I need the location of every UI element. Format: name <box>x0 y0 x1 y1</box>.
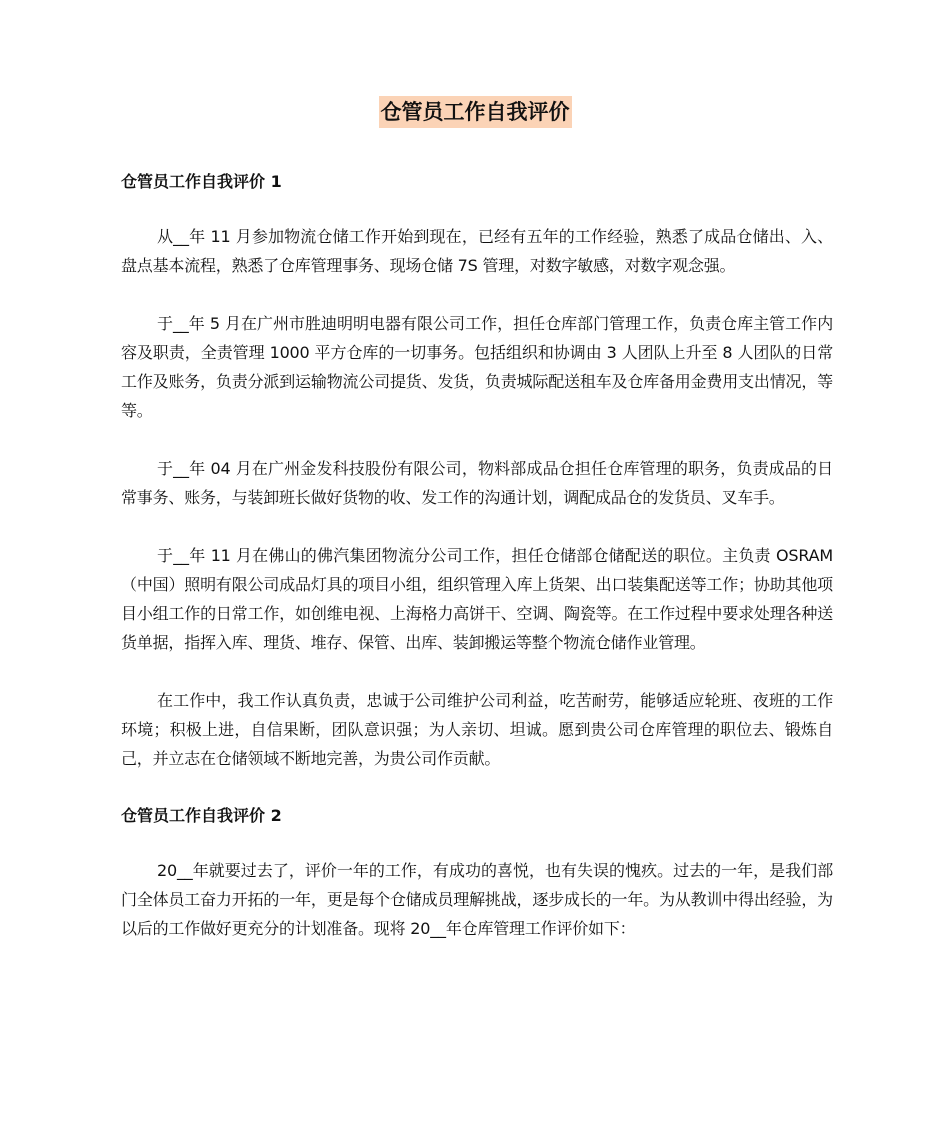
paragraph: 于__年 04 月在广州金发科技股份有限公司，物料部成品仓担任仓库管理的职务，负责成品的日常事务、账务，与装卸班长做好货物的收、发工作的沟通计划，调配成品仓的发货员、叉车手。 <box>121 459 833 507</box>
paragraph: 在工作中，我工作认真负责，忠诚于公司维护公司利益，吃苦耐劳，能够适应轮班、夜班的工作环境；积极上进，自信果断，团队意识强；为人亲切、坦诚。愿到贵公司仓库管理的职位去、锻炼自己，并立志在仓储领域不断地完善，为贵公司作贡献。 <box>121 691 833 768</box>
title-container <box>0 96 950 128</box>
document-body <box>121 168 833 943</box>
document-title: 仓管员工作自我评价 <box>379 96 572 128</box>
paragraph: 于__年 11 月在佛山的佛汽集团物流分公司工作，担任仓储部仓储配送的职位。主负责 OSRAM（中国）照明有限公司成品灯具的项目小组，组织管理入库上货架、出口装集配送等工作；协助其他项目小组工作的日常工作，如创维电视、上海格力高饼干、空调、陶瓷等。在工作过程中要求处理各种送货单据，指挥入库、理货、堆存、保管、出库、装卸搬运等整个物流仓储作业管理。 <box>121 546 833 652</box>
paragraph: 于__年 5 月在广州市胜迪明明电器有限公司工作，担任仓库部门管理工作，负责仓库主管工作内容及职责，全责管理 1000 平方仓库的一切事务。包括组织和协调由 3 人团队上升至 8 人团队的日常工作及账务，负责分派到运输物流公司提货、发货，负责城际配送租车及仓库备用金费用支出情况，等等。 <box>121 314 833 420</box>
section-heading-1: 仓管员工作自我评价 1 <box>121 172 282 191</box>
section-heading-2: 仓管员工作自我评价 2 <box>121 806 282 825</box>
paragraph: 20__年就要过去了，评价一年的工作，有成功的喜悦，也有失误的愧疚。过去的一年，是我们部门全体员工奋力开拓的一年，更是每个仓储成员理解挑战，逐步成长的一年。为从教训中得出经验，为以后的工作做好更充分的计划准备。现将 20__年仓库管理工作评价如下： <box>121 861 833 938</box>
paragraph: 从__年 11 月参加物流仓储工作开始到现在，已经有五年的工作经验，熟悉了成品仓储出、入、盘点基本流程，熟悉了仓库管理事务、现场仓储 7S 管理，对数字敏感，对数字观念强。 <box>121 227 833 275</box>
